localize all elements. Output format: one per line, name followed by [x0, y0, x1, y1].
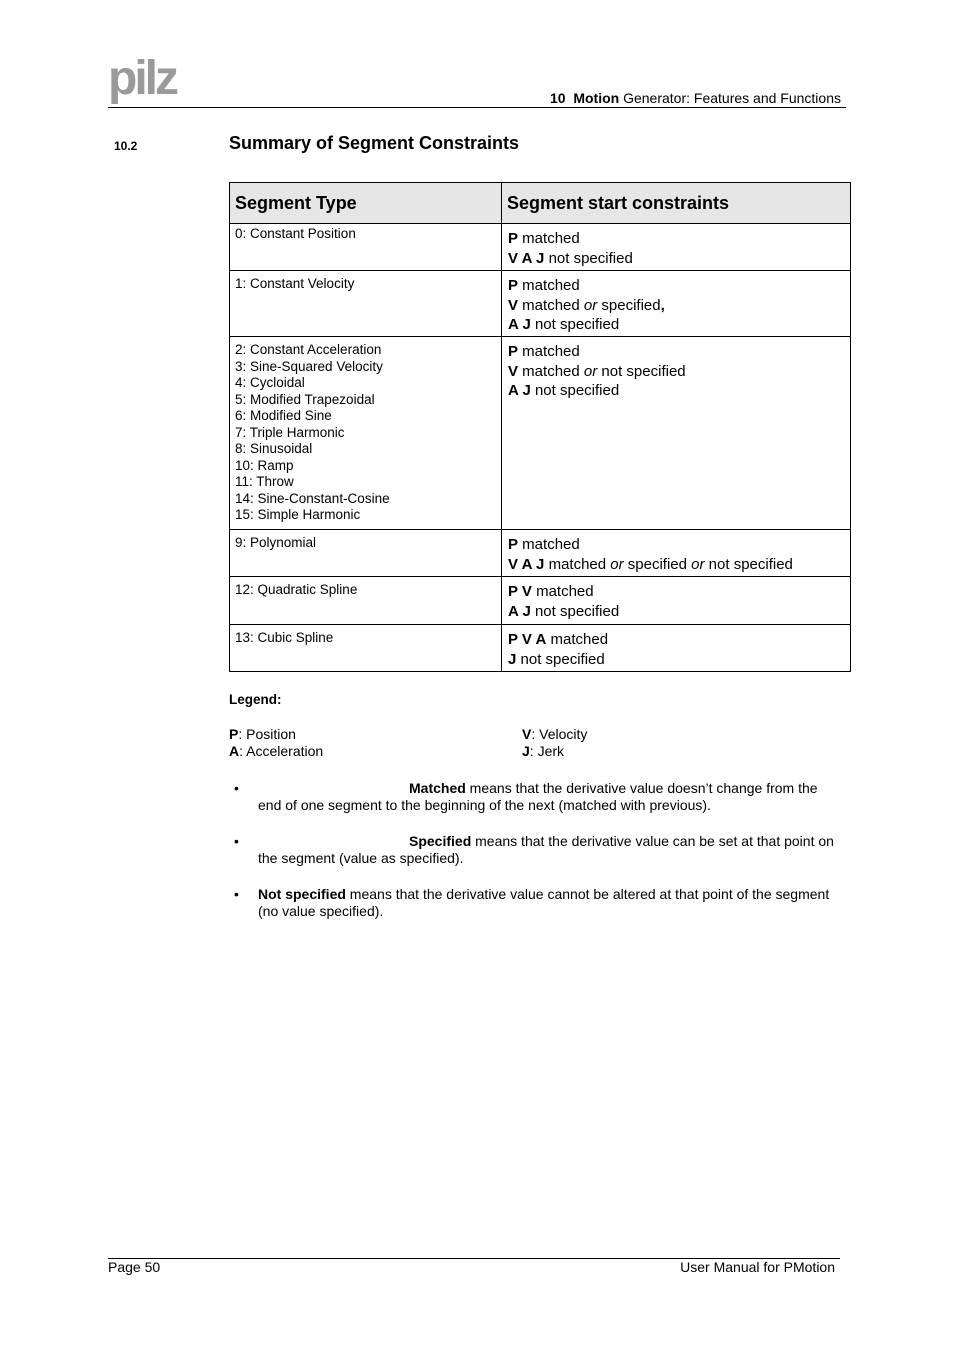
segment-type-label: 5: Modified Trapezoidal — [235, 391, 375, 407]
logo-text: pilz — [108, 58, 176, 104]
constraint-run: P — [508, 343, 519, 360]
table-row — [230, 625, 851, 672]
constraint-line — [508, 535, 844, 555]
constraint-run: V — [508, 362, 519, 380]
constraint-line — [508, 315, 844, 335]
chapter-header — [550, 90, 841, 106]
page-number: Page 50 — [108, 1259, 161, 1275]
constraint-line — [508, 342, 844, 362]
bullet-specified — [229, 833, 834, 867]
constraint-run: or — [583, 296, 598, 314]
constraint-run: or — [610, 555, 624, 573]
segment-constraints-table — [229, 182, 851, 672]
constraint-run: matched — [518, 230, 580, 247]
constraint-cell — [502, 530, 851, 577]
segment-type-label: 1: Constant Velocity — [235, 276, 355, 291]
table-row — [230, 530, 851, 577]
constraint-cell — [502, 271, 851, 337]
constraint-run: V A J — [508, 555, 545, 573]
table-row — [230, 224, 851, 271]
bullet-marker: • — [234, 780, 239, 796]
chapter-title-rest: Generator: Features and Functions — [623, 90, 841, 106]
bullet-text: means that the derivative value cannot be altered at that point of the segment (no value specified). — [258, 886, 830, 919]
constraint-run: matched — [544, 555, 611, 573]
legend-item-jerk: J: Jerk — [522, 743, 565, 759]
segment-type-label: 0: Constant Position — [235, 226, 356, 241]
constraint-run: matched — [518, 536, 580, 553]
bullet-text: means that the derivative value can be set at that point on the segment (value as specified). — [258, 833, 834, 866]
bullet-marker: • — [234, 886, 239, 902]
table-header-row — [230, 183, 851, 224]
constraint-line — [508, 276, 844, 296]
constraint-run: not specified — [544, 249, 633, 267]
constraint-run: P V — [508, 583, 532, 600]
bullet-text: means that the derivative value doesn’t change from the end of one segment to the beginning of the next (matched with previous). — [258, 780, 818, 813]
constraint-run: not specified — [530, 382, 620, 399]
constraint-run: P — [508, 230, 519, 247]
segment-type-label: 8: Sinusoidal — [235, 441, 313, 456]
bullet-matched — [229, 780, 834, 814]
constraint-run: J — [508, 650, 517, 668]
constraint-run: P — [508, 277, 519, 294]
constraint-run: matched — [518, 277, 580, 294]
legend-title: Legend: — [229, 692, 282, 707]
constraint-run: not specified — [704, 555, 793, 573]
segment-type-label: 2: Constant Acceleration — [235, 342, 382, 357]
segment-type-label: 10: Ramp — [235, 457, 294, 473]
constraint-run: A J — [508, 316, 531, 333]
constraint-run: P V A — [508, 631, 547, 648]
constraint-run: matched — [518, 296, 584, 314]
constraint-line — [508, 602, 844, 622]
constraint-run: matched — [518, 362, 584, 380]
constraint-line — [508, 381, 844, 401]
constraint-run: V — [508, 296, 519, 314]
segment-type-cell — [230, 577, 502, 625]
segment-type-label: 11: Throw — [235, 474, 294, 489]
legend-item-velocity: V: Velocity — [522, 726, 588, 742]
constraint-cell — [502, 625, 851, 672]
constraint-line — [508, 630, 844, 650]
chapter-number: 10 — [549, 90, 566, 106]
segment-type-label: 9: Polynomial — [235, 535, 317, 550]
segment-type-label: 4: Cycloidal — [235, 375, 305, 390]
segment-type-label: 15: Simple Harmonic — [235, 507, 361, 522]
segment-type-label: 3: Sine-Squared Velocity — [235, 358, 383, 374]
bullet-marker: • — [234, 833, 239, 849]
segment-type-label: 6: Modified Sine — [235, 408, 332, 423]
segment-type-cell — [230, 271, 502, 337]
constraint-run: matched — [546, 631, 609, 648]
constraint-run: , — [660, 296, 665, 314]
bullet-term: Specified — [409, 833, 472, 849]
constraint-run: P — [508, 536, 519, 553]
bullet-term: Not specified — [258, 886, 346, 902]
segment-type-cell — [230, 337, 502, 530]
bullet-term: Matched — [409, 780, 466, 796]
segment-type-label: 12: Quadratic Spline — [235, 582, 358, 597]
constraint-line — [508, 249, 844, 269]
constraint-run: V A J — [508, 249, 545, 267]
constraint-run: or — [691, 555, 705, 573]
legend-item-position: P: Position — [229, 726, 296, 742]
constraint-line — [508, 362, 844, 382]
segment-type-cell — [230, 224, 502, 271]
table-row — [230, 271, 851, 337]
constraint-cell — [502, 337, 851, 530]
segment-type-label: 14: Sine-Constant-Cosine — [235, 490, 390, 506]
header-divider — [108, 107, 846, 108]
constraint-run: not specified — [530, 602, 620, 620]
constraint-run: not specified — [597, 362, 686, 380]
segment-type-cell — [230, 530, 502, 577]
constraint-run: matched — [531, 583, 594, 600]
chapter-title-bold: Motion — [573, 90, 620, 106]
constraint-line — [508, 229, 844, 249]
constraint-line — [508, 582, 844, 602]
constraint-line — [508, 555, 844, 575]
section-number: 10.2 — [114, 139, 138, 153]
constraint-run: not specified — [530, 316, 620, 333]
legend-item-acceleration: A: Acceleration — [229, 743, 324, 759]
constraint-cell — [502, 224, 851, 271]
constraint-run: A J — [508, 382, 531, 399]
constraint-line — [508, 296, 844, 316]
constraint-run: specified — [623, 555, 692, 573]
constraint-run: specified — [597, 296, 661, 314]
table-row — [230, 337, 851, 530]
section-title: Summary of Segment Constraints — [229, 133, 520, 153]
constraint-line — [508, 650, 844, 670]
header-segment-type: Segment Type — [230, 183, 502, 224]
bullet-not-specified — [229, 886, 834, 920]
manual-title: User Manual for PMotion — [680, 1259, 835, 1275]
constraint-run: matched — [518, 343, 580, 360]
table-row — [230, 577, 851, 625]
constraint-run: or — [583, 362, 598, 380]
segment-type-cell — [230, 625, 502, 672]
constraint-cell — [502, 577, 851, 625]
segment-type-label: 13: Cubic Spline — [235, 630, 334, 645]
header-segment-start-constraints: Segment start constraints — [502, 183, 851, 224]
constraint-run: A J — [508, 602, 531, 620]
segment-type-label: 7: Triple Harmonic — [235, 424, 345, 440]
pilz-logo — [108, 58, 192, 104]
constraint-run: not specified — [516, 650, 605, 668]
